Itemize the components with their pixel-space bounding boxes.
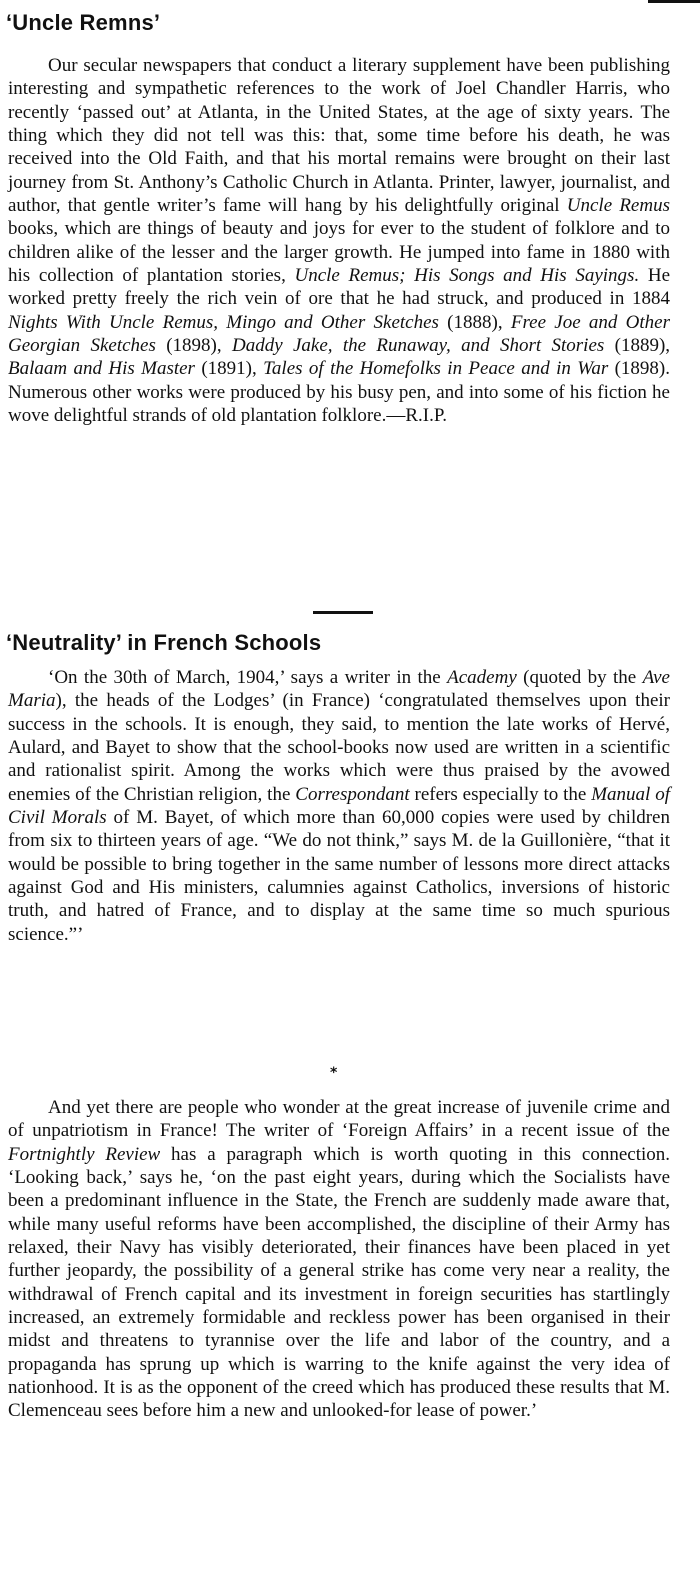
article-heading: ‘Neutrality’ in French Schools (6, 630, 322, 655)
italic-title: Correspondant (295, 783, 410, 805)
paragraph-separator-asterisk: * (330, 1065, 338, 1081)
italic-title: Balaam and His Master (8, 358, 195, 380)
italic-title: Academy (447, 667, 517, 688)
article-heading: ‘Uncle Remns’ (6, 10, 161, 35)
italic-title: Ave Maria (8, 667, 670, 712)
italic-title: Uncle Remus (566, 195, 670, 217)
article-paragraph: ‘On the 30th of March, 1904,’ says a writer in the Academy (quoted by the Ave Maria), the heads of the Lodges’ (in France) ‘congratulated themselves upon their success in the schools. It is enough, they said, to mention the late works of Hervé, Aulard, and Bayet to show that the school-books now used are written in a scientific and rationalist spirit. Among the works which were thus praised by the avowed enemies of the Christian religion, the Correspondant refers especially to the Manual of Civil Morals of M. Bayet, of which more than 60,000 copies were used by children from six to thirteen years of age. “We do not think,” says M. de la Guillonière, “that it would be possible to bring together in the same number of lessons more direct attacks against God and His ministers, calumnies against Catholics, inversions of historic truth, and hatred of France, and to display at the same time so much spurious science.”’ (8, 667, 670, 945)
italic-title: Tales of the Homefolks in Peace and in War (263, 358, 609, 380)
italic-title: Nights With Uncle Remus, Mingo and Other Sketches (8, 311, 439, 333)
italic-title: Uncle Remus; His Songs and His Sayings. (294, 265, 640, 287)
top-rule (648, 0, 700, 3)
article-paragraph: And yet there are people who wonder at the great increase of juvenile crime and of unpatriotism in France! The writer of ‘Foreign Affairs’ in a recent issue of the Fortnightly Review has a paragraph which is worth quoting in this connection. ‘Looking back,’ says he, ‘on the past eight years, during which the Socialists have been a predominant influence in the State, the French are suddenly made aware that, while many useful reforms have been accomplished, the discipline of their Army has relaxed, their Navy has visibly deteriorated, their finances have been placed in yet further jeopardy, the possibility of a general strike has come very near a reality, the withdrawal of French capital and its investment in foreign securities has startlingly increased, an extremely formidable and reckless power has been organised in their midst and threatens to tyrannise over the life and labor of the country, and a propaganda has sprung up which is warring to the knife against the very idea of nationhood. It is as the opponent of the creed which has produced these results that M. Clemenceau sees before him a new and unlooked-for lease of power.’ (8, 1097, 671, 1422)
section-separator-rule (313, 611, 373, 614)
italic-title: Free Joe and Other Georgian Sketches (8, 311, 671, 357)
italic-title: Fortnightly Review (8, 1143, 161, 1165)
article-uncle-remus (0, 10, 700, 428)
article-continuation (0, 1096, 700, 1423)
italic-title: Manual of Civil Morals (8, 783, 670, 829)
article-neutrality-french-schools (0, 630, 700, 946)
italic-title: Daddy Jake, the Runaway, and Short Stories (231, 335, 605, 357)
article-paragraph: Our secular newspapers that conduct a literary supplement have been publishing interesting and sympathetic references to the work of Joel Chandler Harris, who recently ‘passed out’ at Atlanta, in the United States, at the age of sixty years. The thing which they did not tell was this: that, some time before his death, he was received into the Old Faith, and that his mortal remains were brought on their last journey from St. Anthony’s Catholic Church in Atlanta. Printer, lawyer, journalist, and author, that gentle writer’s fame will hang by his delightfully original Uncle Remus books, which are things of beauty and joys for ever to the student of folklore and to children alike of the lesser and the larger growth. He jumped into fame in 1880 with his collection of plantation stories, Uncle Remus; His Songs and His Sayings. He worked pretty freely the rich vein of ore that he had struck, and produced in 1884 Nights With Uncle Remus, Mingo and Other Sketches (1888), Free Joe and Other Georgian Sketches (1898), Daddy Jake, the Runaway, and Short Stories (1889), Balaam and His Master (1891), Tales of the Homefolks in Peace and in War (1898). Numerous other works were produced by his busy pen, and into some of his fiction he wove delightful strands of old plantation folklore.—R.I.P. (8, 55, 671, 427)
